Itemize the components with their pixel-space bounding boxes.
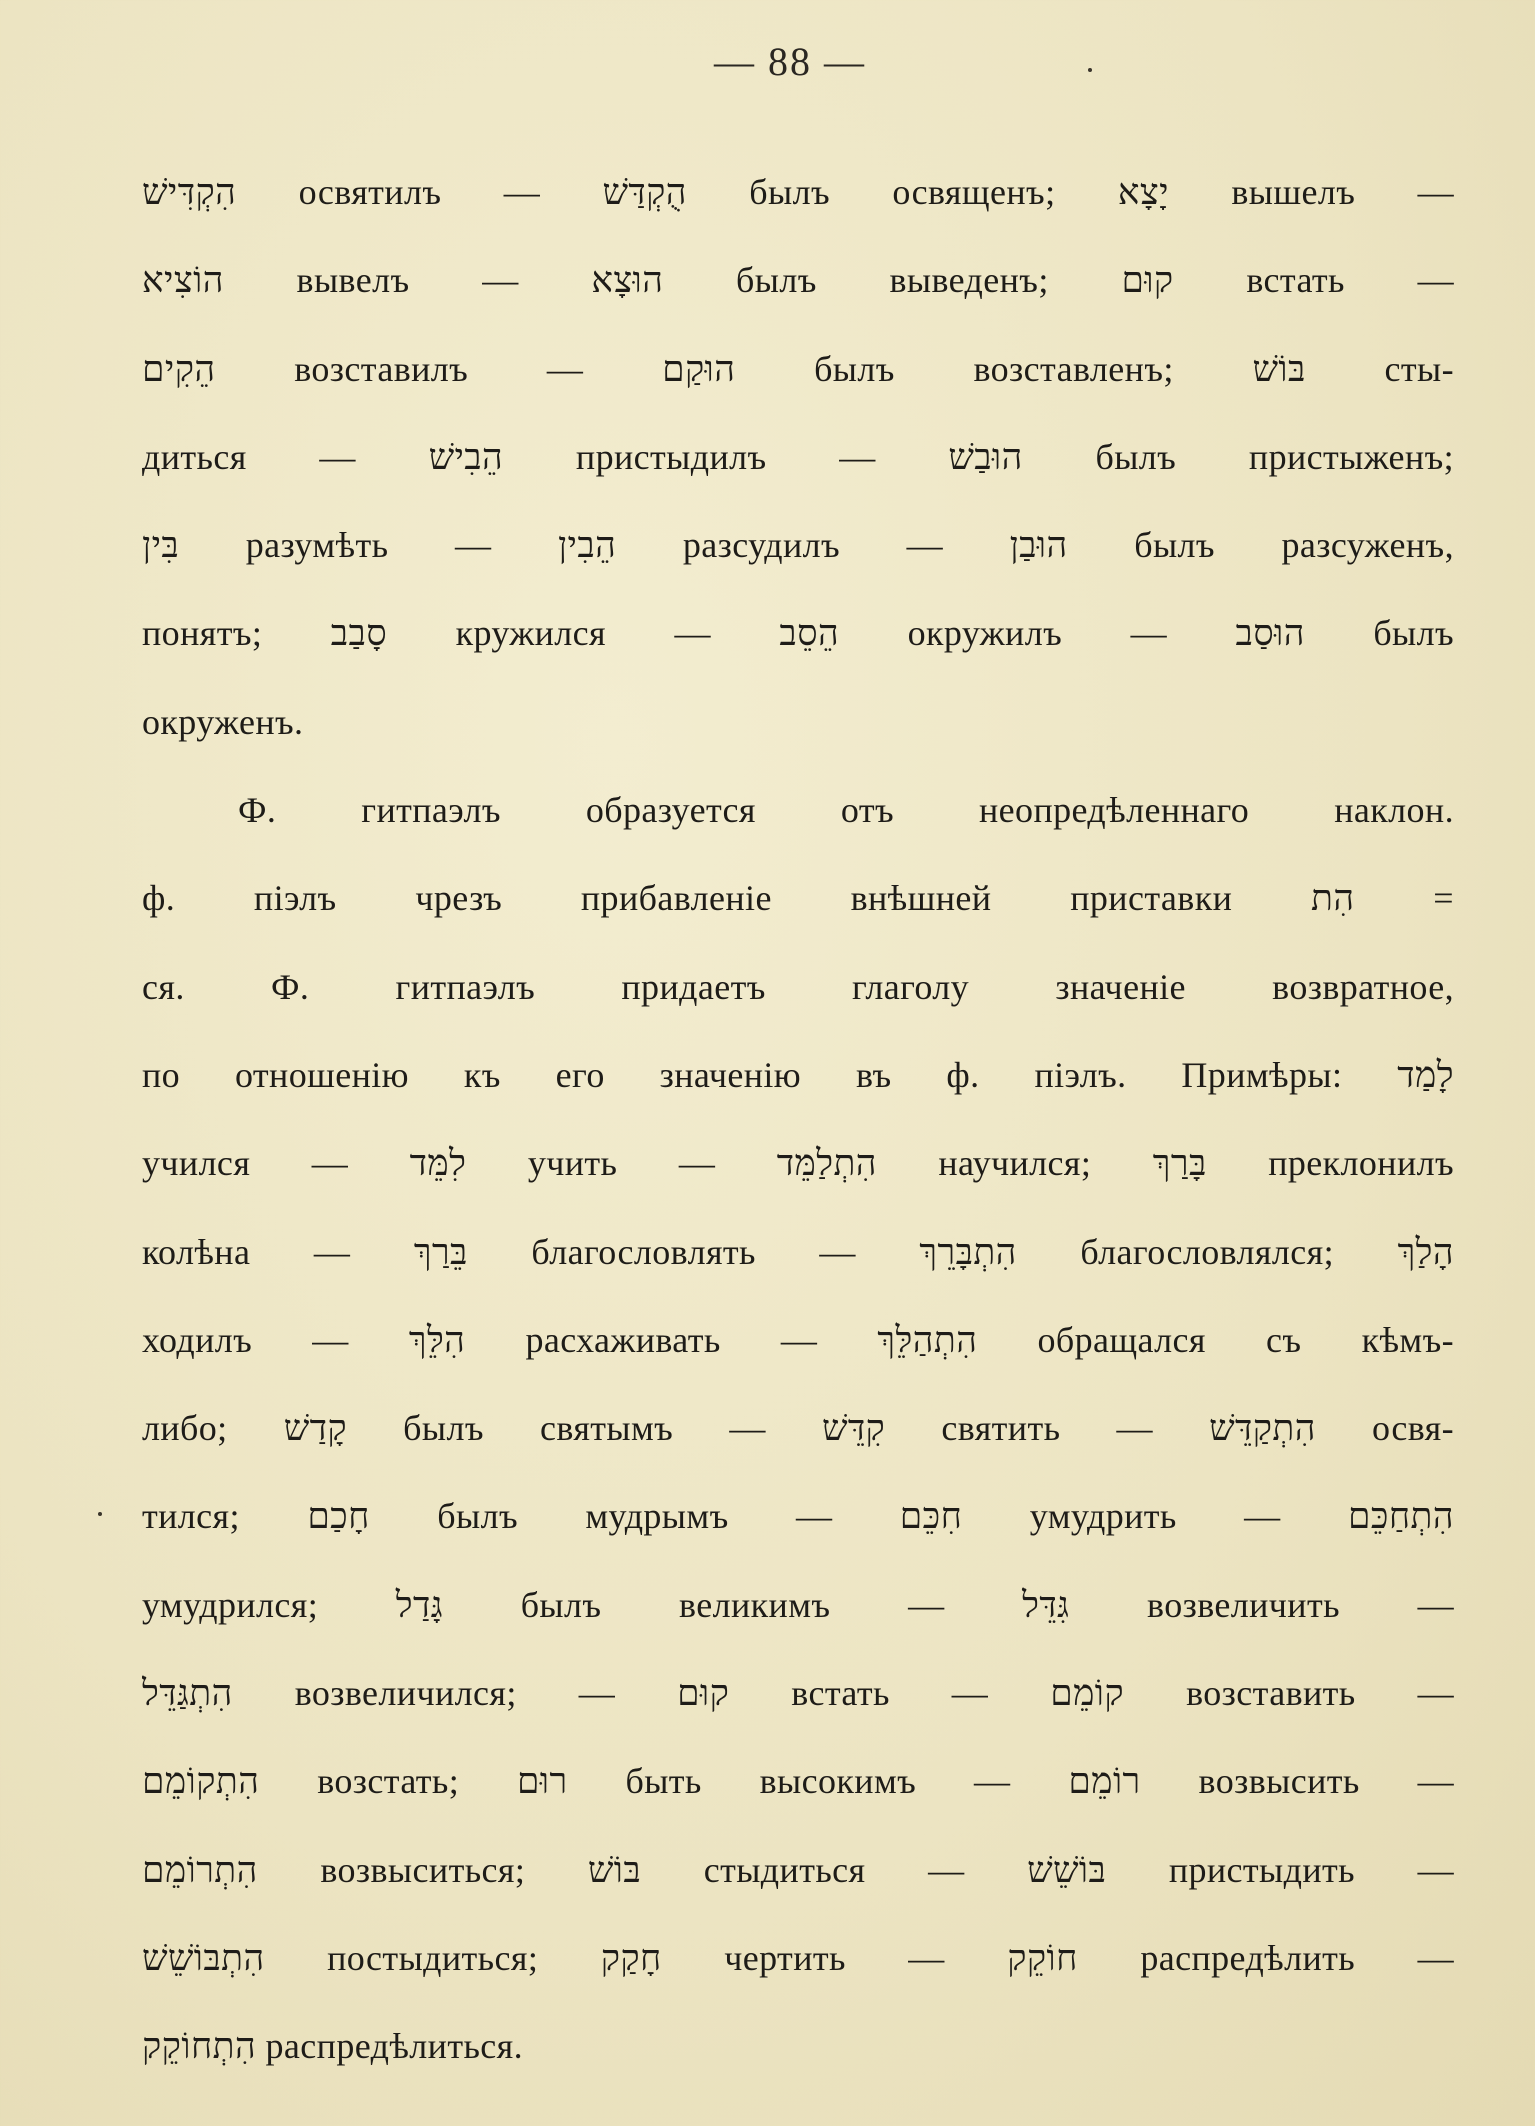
text-line: הִתְרוֹמֵם возвыситься; בּוֹשׁ стыдиться — בּוֹשֵׁשׁ пристыдить — xyxy=(142,1849,1454,1890)
text-line: הוֹצִיא вывелъ — הוּצָא былъ выведенъ; קוּם встать — xyxy=(142,260,1454,301)
paper-speck xyxy=(1088,68,1092,72)
text-line: הִתְגַּדֵּל возвеличился; — קוּם встать — קוֹמֵם возставить — xyxy=(142,1673,1454,1714)
text-line: בִּין разумѣть — הֵבִין разсудилъ — הוּבַן былъ разсуженъ, xyxy=(142,525,1454,566)
text-line: הִתְבּוֹשֵׁשׁ постыдиться; חָקַק чертить — חוֹקֵק распредѣлить — xyxy=(142,1937,1454,1978)
text-line: הִתְחוֹקֵק распредѣлиться. xyxy=(142,2026,524,2067)
text-line: ф. піэлъ чрезъ прибавленіе внѣшней приставки הִת = xyxy=(142,878,1454,919)
text-line: тился; חָכַם былъ мудрымъ — חִכֵּם умудрить — הִתְחַכֵּם xyxy=(142,1496,1454,1537)
text-line: диться — הֵבִישׁ пристыдилъ — הוּבַשׁ былъ пристыженъ; xyxy=(142,436,1454,477)
text-line: либо; קָדַשׁ былъ святымъ — קִדֵּשׁ святить — הִתְקַדֵּשׁ освя- xyxy=(142,1408,1454,1449)
paper-speck xyxy=(98,1512,102,1516)
body-text xyxy=(142,148,1454,2091)
text-line: ся. Ф. гитпаэлъ придаетъ глаголу значеніе возвратное, xyxy=(142,966,1454,1007)
text-line: הִתְקוֹמֵם возстать; רוּם быть высокимъ — רוֹמֵם возвысить — xyxy=(142,1761,1454,1802)
text-line: понятъ; סָבַב кружился — הֵסֵב окружилъ — הוּסַב былъ xyxy=(142,613,1454,654)
text-line: הֵקִים возставилъ — הוּקַם былъ возставленъ; בּוֹשׁ сты- xyxy=(142,348,1454,389)
text-line: по отношенію къ его значенію въ ф. піэлъ. Примѣры: לָמַד xyxy=(142,1054,1454,1095)
text-line: колѣна — בֵּרַךְ благословлять — הִתְבָּרֵךְ благословлялся; הָלַךְ xyxy=(142,1231,1454,1272)
text-line: окруженъ. xyxy=(142,701,304,742)
text-line: умудрился; גָּדַל былъ великимъ — גִּדֵּל возвеличить — xyxy=(142,1584,1454,1625)
text-line: ходилъ — הִלֵּךְ расхаживать — הִתְהַלֵּךְ обращался съ кѣмъ- xyxy=(142,1319,1454,1360)
text-line: учился — לִמֵּד учить — הִתְלַמֵּד научился; בָּרַךְ преклонилъ xyxy=(142,1143,1454,1184)
page-number: — 88 — xyxy=(714,39,866,84)
paragraph-first-line: Ф. гитпаэлъ образуется отъ неопредѣленнаго наклон. xyxy=(238,790,1454,831)
text-line: הִקְדִּישׁ освятилъ — הֻקְדַּשׁ былъ освященъ; יָצָא вышелъ — xyxy=(142,172,1454,212)
